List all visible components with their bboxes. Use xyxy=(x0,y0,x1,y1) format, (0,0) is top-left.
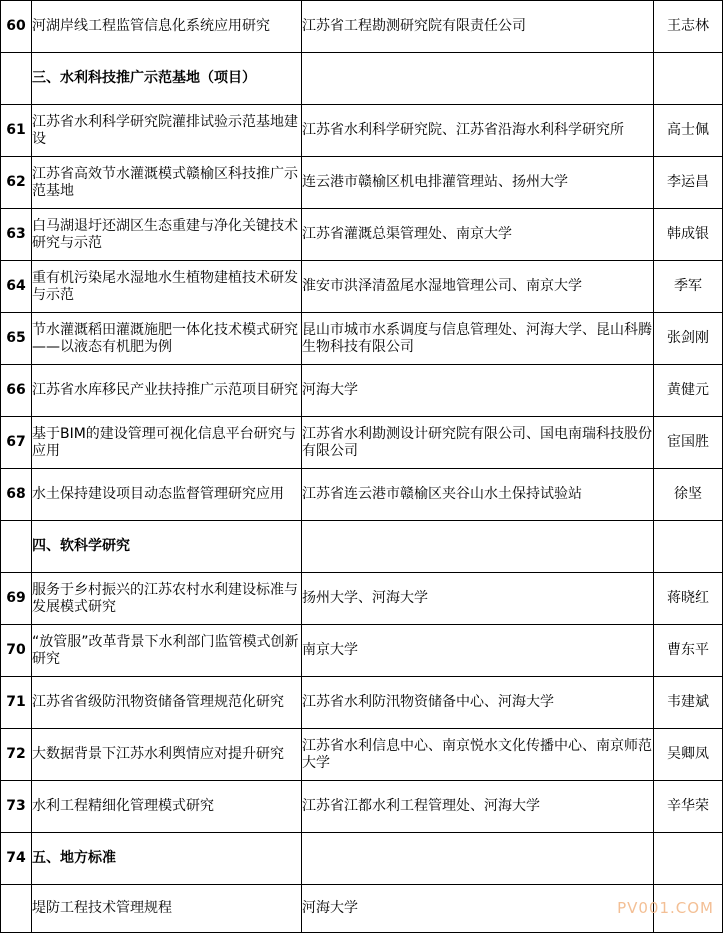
table-row xyxy=(1,729,723,781)
project-name: 江苏省水利科学研究院灌排试验示范基地建设 xyxy=(32,105,302,157)
section-title: 三、水利科技推广示范基地（项目） xyxy=(32,53,302,105)
table-row xyxy=(1,885,723,933)
project-name: 水土保持建设项目动态监督管理研究应用 xyxy=(32,469,302,521)
project-leader: 蒋晓红 xyxy=(654,573,723,625)
undertaking-unit: 江苏省江都水利工程管理处、河海大学 xyxy=(302,781,654,833)
row-number: 72 xyxy=(1,729,32,781)
project-name: 水利工程精细化管理模式研究 xyxy=(32,781,302,833)
project-leader: 季军 xyxy=(654,261,723,313)
table-row xyxy=(1,469,723,521)
project-name: 江苏省高效节水灌溉模式赣榆区科技推广示范基地 xyxy=(32,157,302,209)
project-name: 江苏省省级防汛物资储备管理规范化研究 xyxy=(32,677,302,729)
empty-cell xyxy=(654,521,723,573)
table-row xyxy=(1,677,723,729)
empty-cell xyxy=(654,53,723,105)
table-row xyxy=(1,313,723,365)
undertaking-unit: 江苏省连云港市赣榆区夹谷山水土保持试验站 xyxy=(302,469,654,521)
undertaking-unit: 江苏省水利信息中心、南京悦水文化传播中心、南京师范大学 xyxy=(302,729,654,781)
undertaking-unit: 昆山市城市水系调度与信息管理处、河海大学、昆山科腾生物科技有限公司 xyxy=(302,313,654,365)
project-name: 堤防工程技术管理规程 xyxy=(32,885,302,933)
undertaking-unit: 江苏省水利勘测设计研究院有限公司、国电南瑞科技股份有限公司 xyxy=(302,417,654,469)
table-row xyxy=(1,105,723,157)
undertaking-unit: 江苏省水利防汛物资储备中心、河海大学 xyxy=(302,677,654,729)
undertaking-unit: 江苏省灌溉总渠管理处、南京大学 xyxy=(302,209,654,261)
table-row xyxy=(1,781,723,833)
row-number: 61 xyxy=(1,105,32,157)
row-number: 67 xyxy=(1,417,32,469)
project-leader: 徐坚 xyxy=(654,469,723,521)
undertaking-unit: 江苏省水利科学研究院、江苏省沿海水利科学研究所 xyxy=(302,105,654,157)
project-name: 重有机污染尾水湿地水生植物建植技术研发与示范 xyxy=(32,261,302,313)
table-row xyxy=(1,417,723,469)
table-row xyxy=(1,157,723,209)
undertaking-unit: 河海大学 xyxy=(302,365,654,417)
project-name: 大数据背景下江苏水利舆情应对提升研究 xyxy=(32,729,302,781)
row-number: 64 xyxy=(1,261,32,313)
section-row xyxy=(1,833,723,885)
project-name: “放管服”改革背景下水利部门监管模式创新研究 xyxy=(32,625,302,677)
project-leader: 黄健元 xyxy=(654,365,723,417)
project-leader: 曹东平 xyxy=(654,625,723,677)
table-row xyxy=(1,261,723,313)
project-leader: 张剑刚 xyxy=(654,313,723,365)
project-leader: 吴卿凤 xyxy=(654,729,723,781)
project-name: 节水灌溉稻田灌溉施肥一体化技术模式研究 ——以液态有机肥为例 xyxy=(32,313,302,365)
row-number: 73 xyxy=(1,781,32,833)
table-row xyxy=(1,365,723,417)
table-row xyxy=(1,625,723,677)
project-leader: 王志林 xyxy=(654,1,723,53)
table-row xyxy=(1,1,723,53)
watermark-logo: PV001.COM xyxy=(617,899,714,917)
project-name: 服务于乡村振兴的江苏农村水利建设标准与发展模式研究 xyxy=(32,573,302,625)
undertaking-unit: 河海大学 xyxy=(302,885,654,933)
project-leader: 辛华荣 xyxy=(654,781,723,833)
row-number xyxy=(1,885,32,933)
row-number: 63 xyxy=(1,209,32,261)
row-number: 69 xyxy=(1,573,32,625)
row-number: 68 xyxy=(1,469,32,521)
empty-cell xyxy=(302,833,654,885)
project-name: 江苏省水库移民产业扶持推广示范项目研究 xyxy=(32,365,302,417)
project-name: 基于BIM的建设管理可视化信息平台研究与应用 xyxy=(32,417,302,469)
undertaking-unit: 连云港市赣榆区机电排灌管理站、扬州大学 xyxy=(302,157,654,209)
project-table-body xyxy=(1,1,723,933)
project-leader: 宦国胜 xyxy=(654,417,723,469)
undertaking-unit: 南京大学 xyxy=(302,625,654,677)
section-title: 四、软科学研究 xyxy=(32,521,302,573)
section-row xyxy=(1,53,723,105)
row-number xyxy=(1,521,32,573)
project-leader: 李运昌 xyxy=(654,157,723,209)
project-leader: 韦建斌 xyxy=(654,677,723,729)
undertaking-unit: 扬州大学、河海大学 xyxy=(302,573,654,625)
row-number: 71 xyxy=(1,677,32,729)
table-row xyxy=(1,573,723,625)
table-row xyxy=(1,209,723,261)
row-number xyxy=(1,53,32,105)
project-name: 河湖岸线工程监管信息化系统应用研究 xyxy=(32,1,302,53)
section-title: 五、地方标准 xyxy=(32,833,302,885)
row-number: 62 xyxy=(1,157,32,209)
row-number: 65 xyxy=(1,313,32,365)
project-leader: 高士佩 xyxy=(654,105,723,157)
row-number: 66 xyxy=(1,365,32,417)
section-row xyxy=(1,521,723,573)
row-number: 60 xyxy=(1,1,32,53)
undertaking-unit: 江苏省工程勘测研究院有限责任公司 xyxy=(302,1,654,53)
empty-cell xyxy=(654,833,723,885)
project-name: 白马湖退圩还湖区生态重建与净化关键技术研究与示范 xyxy=(32,209,302,261)
empty-cell xyxy=(302,53,654,105)
undertaking-unit: 淮安市洪泽清盈尾水湿地管理公司、南京大学 xyxy=(302,261,654,313)
row-number: 74 xyxy=(1,833,32,885)
project-leader: 韩成银 xyxy=(654,209,723,261)
empty-cell xyxy=(302,521,654,573)
row-number: 70 xyxy=(1,625,32,677)
